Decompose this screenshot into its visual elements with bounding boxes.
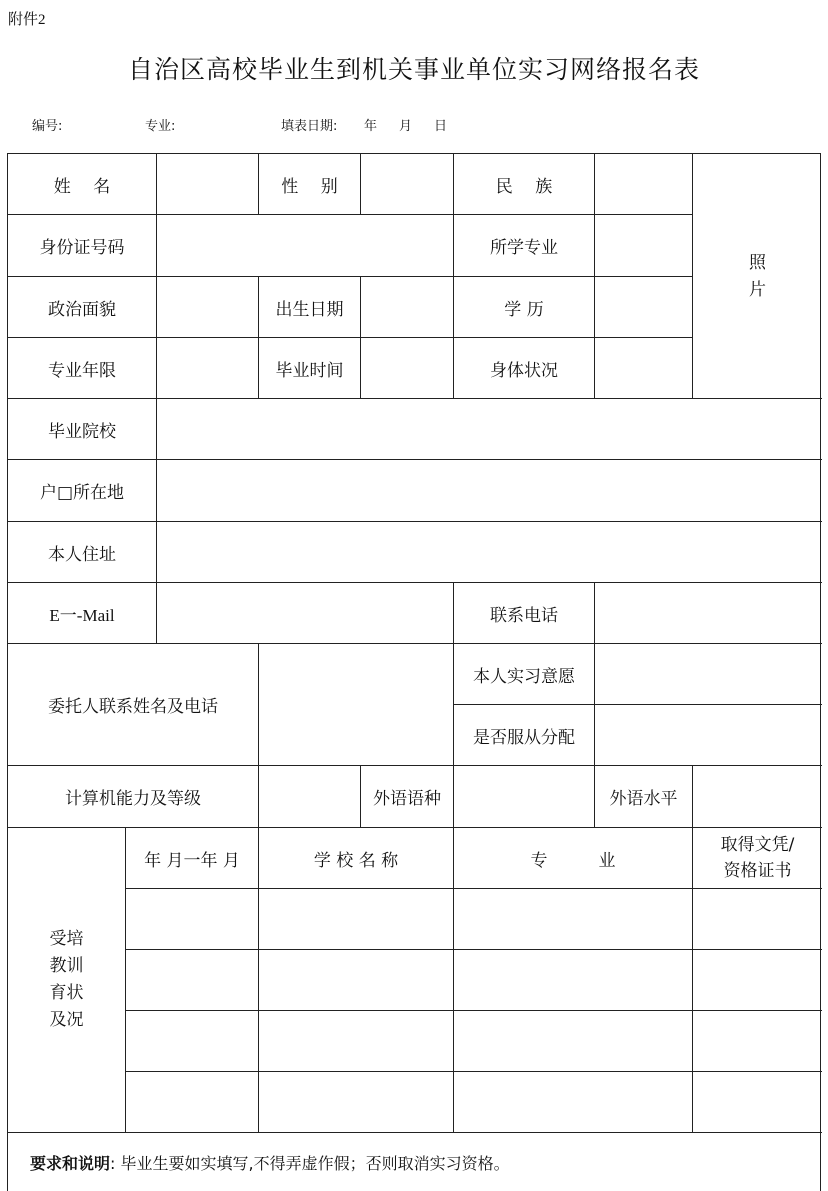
school-label: 毕业院校 — [8, 399, 157, 460]
birth-date-label: 出生日期 — [259, 277, 361, 338]
gender-label: 性 别 — [259, 154, 361, 215]
foreign-language-input[interactable] — [454, 766, 595, 828]
edu-row-2-period[interactable] — [126, 950, 259, 1011]
day-label: 日 — [434, 119, 448, 134]
hukou-input[interactable] — [157, 460, 822, 522]
date-label: 填表日期: — [281, 119, 338, 134]
id-number-label: 身份证号码 — [8, 215, 157, 277]
edu-row-1-school[interactable] — [259, 889, 454, 950]
accept-assignment-label: 是否服从分配 — [454, 705, 595, 766]
political-status-input[interactable] — [157, 277, 259, 338]
phone-input[interactable] — [595, 583, 822, 644]
gender-input[interactable] — [361, 154, 454, 215]
graduation-time-input[interactable] — [361, 338, 454, 399]
computer-level-label: 计算机能力及等级 — [8, 766, 259, 828]
note-heading: 要求和说明 — [30, 1153, 111, 1173]
language-level-label: 外语水平 — [595, 766, 693, 828]
health-label: 身体状况 — [454, 338, 595, 399]
email-input[interactable] — [157, 583, 454, 644]
cert-line-1: 取得文凭/ — [720, 835, 795, 855]
trustee-input[interactable] — [259, 644, 454, 766]
col-header-certificate — [693, 828, 822, 889]
edu-row-4-major[interactable] — [454, 1072, 693, 1133]
accept-assignment-input[interactable] — [595, 705, 822, 766]
email-label: E一-Mail — [8, 583, 157, 644]
edu-row-4-school[interactable] — [259, 1072, 454, 1133]
edu-row-1-certificate[interactable] — [693, 889, 822, 950]
side-label-3: 育状 — [49, 983, 84, 1003]
col-header-major: 专 业 — [454, 828, 693, 889]
ethnicity-label: 民 族 — [454, 154, 595, 215]
study-years-input[interactable] — [157, 338, 259, 399]
id-number-input[interactable] — [157, 215, 454, 277]
school-input[interactable] — [157, 399, 822, 460]
edu-row-3-certificate[interactable] — [693, 1011, 822, 1072]
registration-form-table — [7, 153, 821, 1191]
edu-row-3-school[interactable] — [259, 1011, 454, 1072]
col-header-period: 年 月一年 月 — [126, 828, 259, 889]
side-label-2: 教训 — [49, 956, 84, 976]
graduation-time-label: 毕业时间 — [259, 338, 361, 399]
ethnicity-input[interactable] — [595, 154, 693, 215]
internship-wish-label: 本人实习意愿 — [454, 644, 595, 705]
side-label-1: 受培 — [49, 929, 84, 949]
computer-level-input[interactable] — [259, 766, 361, 828]
internship-wish-input[interactable] — [595, 644, 822, 705]
major-studied-input[interactable] — [595, 215, 693, 277]
side-label-4: 及况 — [49, 1010, 84, 1030]
photo-label-1: 照 — [749, 253, 766, 273]
edu-row-2-school[interactable] — [259, 950, 454, 1011]
edu-row-3-period[interactable] — [126, 1011, 259, 1072]
year-label: 年 — [364, 119, 378, 134]
name-input[interactable] — [157, 154, 259, 215]
education-label: 学 历 — [454, 277, 595, 338]
edu-row-4-certificate[interactable] — [693, 1072, 822, 1133]
education-input[interactable] — [595, 277, 693, 338]
edu-row-4-period[interactable] — [126, 1072, 259, 1133]
political-status-label: 政治面貌 — [8, 277, 157, 338]
photo-box[interactable] — [693, 154, 822, 399]
birth-date-input[interactable] — [361, 277, 454, 338]
language-level-input[interactable] — [693, 766, 822, 828]
page-title: 自治区高校毕业生到机关事业单位实习网络报名表 — [127, 55, 700, 84]
edu-row-2-major[interactable] — [454, 950, 693, 1011]
major-label: 专业: — [145, 119, 176, 134]
cert-line-2: 资格证书 — [723, 861, 792, 881]
foreign-language-label: 外语语种 — [361, 766, 454, 828]
serial-label: 编号: — [32, 119, 63, 134]
trustee-label: 委托人联系姓名及电话 — [8, 644, 259, 766]
note-text: : 毕业生要如实填写,不得弄虚作假；否则取消实习资格。 — [110, 1153, 510, 1173]
study-years-label: 专业年限 — [8, 338, 157, 399]
phone-label: 联系电话 — [454, 583, 595, 644]
edu-row-1-period[interactable] — [126, 889, 259, 950]
address-label: 本人住址 — [8, 522, 157, 583]
requirements-note — [8, 1133, 820, 1191]
edu-row-1-major[interactable] — [454, 889, 693, 950]
photo-label-2: 片 — [749, 280, 766, 300]
edu-row-3-major[interactable] — [454, 1011, 693, 1072]
name-label: 姓 名 — [8, 154, 157, 215]
major-studied-label: 所学专业 — [454, 215, 595, 277]
address-input[interactable] — [157, 522, 822, 583]
col-header-school: 学 校 名 称 — [259, 828, 454, 889]
hukou-label: 户□所在地 — [8, 460, 157, 522]
attachment-label: 附件2 — [8, 12, 46, 28]
health-input[interactable] — [595, 338, 693, 399]
month-label: 月 — [399, 119, 413, 134]
education-history-label — [8, 828, 126, 1133]
edu-row-2-certificate[interactable] — [693, 950, 822, 1011]
